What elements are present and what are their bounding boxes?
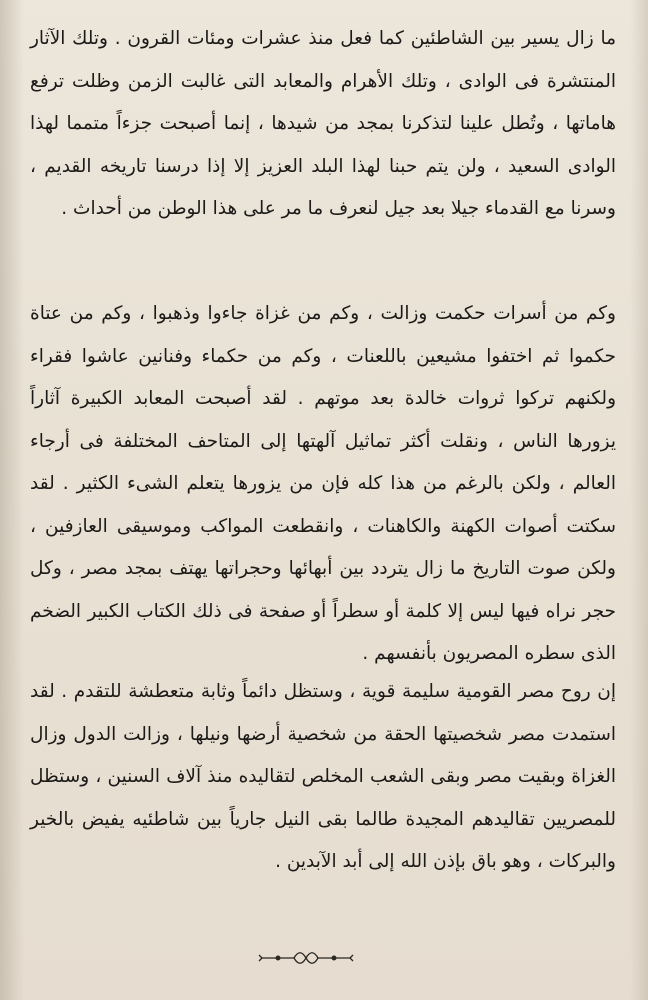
page-edge-shadow: [630, 0, 648, 1000]
paragraph-3: إن روح مصر القومية سليمة قوية ، وستظل دائماً وثابة متعطشة للتقدم . لقد استمدت مصر شخصيتها الحقة من شخصية أرضها ونيلها ، وزالت الدول وزال الغزاة وبقيت مصر وبقى الشعب المخلص لتقاليده منذ آلاف السنين ، وستظل للمصريين تقاليدهم المجيدة طالما بقى النيل جارياً بين شاطئيه يفيض بالخير والبركات ، وهو باق بإذن الله إلى أبد الآبدين .: [30, 681, 616, 872]
paragraph-1: ما زال يسير بين الشاطئين كما فعل منذ عشرات ومئات القرون . وتلك الآثار المنتشرة فى الوادى ، وتلك الأهرام والمعابد التى غالبت الزمن وظلت ترفع هاماتها ، وتُطل علينا لتذكرنا بمجد من شيدها ، إنما أصبحت جزءاً متمما لهذا الوادى السعيد ، ولن يتم حبنا لهذا البلد العزيز إلا إذا درسنا تاريخه القديم ، وسرنا مع القدماء جيلا بعد جيل لنعرف ما مر على هذا الوطن من أحداث .: [30, 28, 616, 219]
decorative-flourish-icon: [258, 948, 354, 968]
paragraph-2: وكم من أسرات حكمت وزالت ، وكم من غزاة جاءوا وذهبوا ، وكم من عتاة حكموا ثم اختفوا مشيعين باللعنات ، وكم من حكماء وفنانين عاشوا فقراء ولكنهم تركوا ثروات خالدة بعد موتهم . لقد أصبحت المعابد الكبيرة آثاراً يزورها الناس ، ونقلت أكثر تماثيل آلهتها إلى المتاحف المختلفة فى أرجاء العالم ، ولكن بالرغم من هذا كله فإن من يزورها يتعلم الشىء الكثير . لقد سكتت أصوات الكهنة والكاهنات ، وانقطعت المواكب وموسيقى العازفين ، ولكن صوت التاريخ ما زال يتردد بين أبهائها وحجراتها يهتف بمجد مصر ، وكل حجر نراه فيها ليس إلا كلمة أو سطراً أو صفحة فى ذلك الكتاب الكبير الضخم الذى سطره المصريون بأنفسهم .: [30, 303, 616, 664]
page-gutter-shadow: [0, 0, 24, 1000]
